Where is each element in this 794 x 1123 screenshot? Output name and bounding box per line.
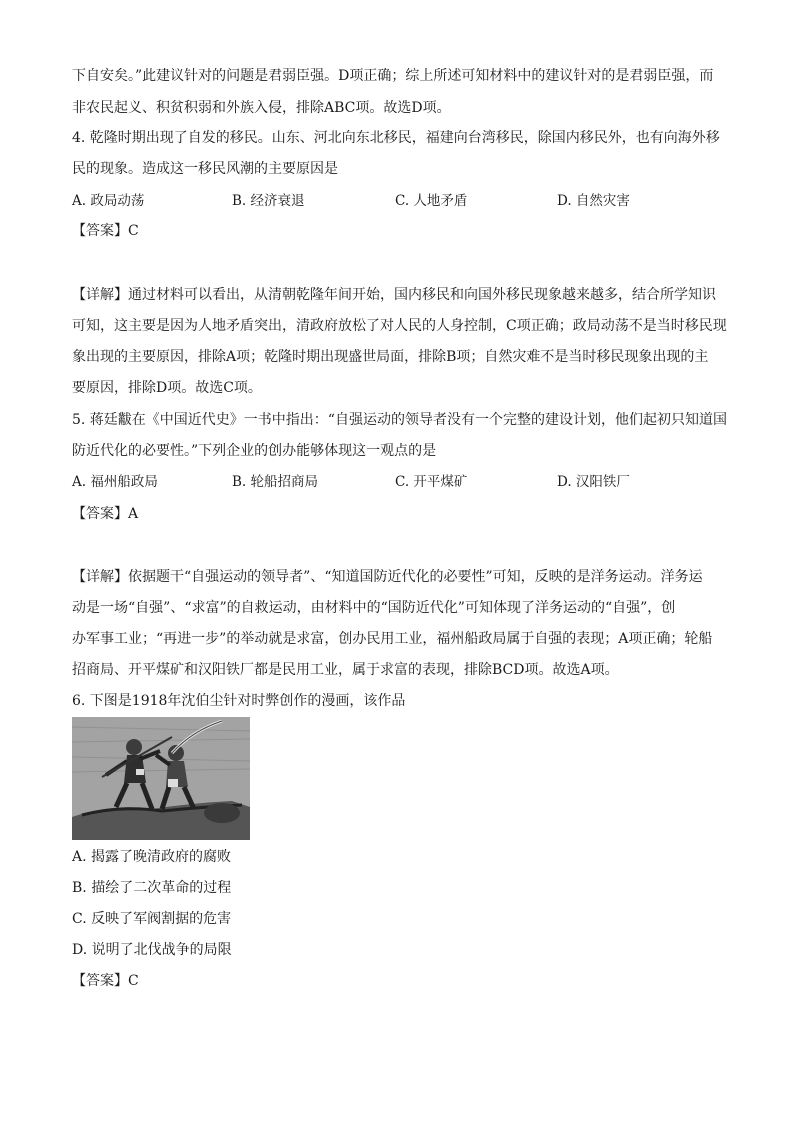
q6-option-d: D. 说明了北伐战争的局限 — [72, 942, 232, 958]
q5-detail-line: 动是一场“自强”、“求富”的自救运动，由材料中的“国防近代化”可知体现了洋务运动的“自强”，创 — [72, 600, 676, 616]
q5-detail-line: 招商局、开平煤矿和汉阳铁厂都是民用工业，属于求富的表现，排除BCD项。故选A项。 — [72, 662, 619, 678]
text-line: 非农民起义、积贫积弱和外族入侵，排除ABC项。故选D项。 — [72, 100, 451, 116]
q4-detail-line: 【详解】通过材料可以看出，从清朝乾隆年间开始，国内移民和向国外移民现象越来越多，结合所学知识 — [72, 287, 716, 303]
q4-detail-line: 可知，这主要是因为人地矛盾突出，清政府放松了对人民的人身控制，C项正确；政局动荡不是当时移民现 — [72, 318, 727, 334]
q6-option-c: C. 反映了军阀割据的危害 — [72, 911, 232, 927]
q5-detail-line: 办军事工业；“再进一步”的举动就是求富，创办民用工业，福州船政局属于自强的表现；A项正确；轮船 — [72, 631, 713, 647]
q5-option-b: B. 轮船招商局 — [232, 474, 319, 490]
q5-detail-line: 【详解】依据题干“自强运动的领导者”、“知道国防近代化的必要性”可知，反映的是洋务运动。洋务运 — [72, 569, 703, 585]
question-4-line: 民的现象。造成这一移民风潮的主要原因是 — [72, 161, 338, 177]
q4-answer: 【答案】C — [72, 223, 139, 239]
q6-answer: 【答案】C — [72, 973, 139, 989]
q4-option-b: B. 经济衰退 — [232, 193, 305, 209]
question-4-line: 4. 乾隆时期出现了自发的移民。山东、河北向东北移民，福建向台湾移民，除国内移民外，也有向海外移 — [72, 130, 720, 146]
q5-option-a: A. 福州船政局 — [72, 474, 158, 490]
question-5-line: 5. 蒋廷黻在《中国近代史》一书中指出：“自强运动的领导者没有一个完整的建设计划，他们起初只知道国 — [72, 412, 727, 428]
q4-option-d: D. 自然灾害 — [557, 193, 630, 209]
text-line: 下自安矣。”此建议针对的问题是君弱臣强。D项正确；综上所述可知材料中的建议针对的是君弱臣强，而 — [72, 68, 714, 84]
q5-option-c: C. 开平煤矿 — [395, 474, 468, 490]
q5-option-d: D. 汉阳铁厂 — [557, 474, 630, 490]
q6-option-a: A. 揭露了晚清政府的腐败 — [72, 849, 232, 865]
q5-answer: 【答案】A — [72, 506, 139, 522]
question-6-line: 6. 下图是1918年沈伯尘针对时弊创作的漫画，该作品 — [72, 693, 406, 709]
q4-detail-line: 要原因，排除D项。故选C项。 — [72, 380, 262, 396]
question-5-line: 防近代化的必要性。”下列企业的创办能够体现这一观点的是 — [72, 443, 437, 459]
q4-option-c: C. 人地矛盾 — [395, 193, 468, 209]
q4-option-a: A. 政局动荡 — [72, 193, 145, 209]
q4-detail-line: 象出现的主要原因，排除A项；乾隆时期出现盛世局面，排除B项；自然灾难不是当时移民现象出现的主 — [72, 349, 709, 365]
cartoon-image — [72, 717, 250, 840]
q6-option-b: B. 描绘了二次革命的过程 — [72, 880, 232, 896]
